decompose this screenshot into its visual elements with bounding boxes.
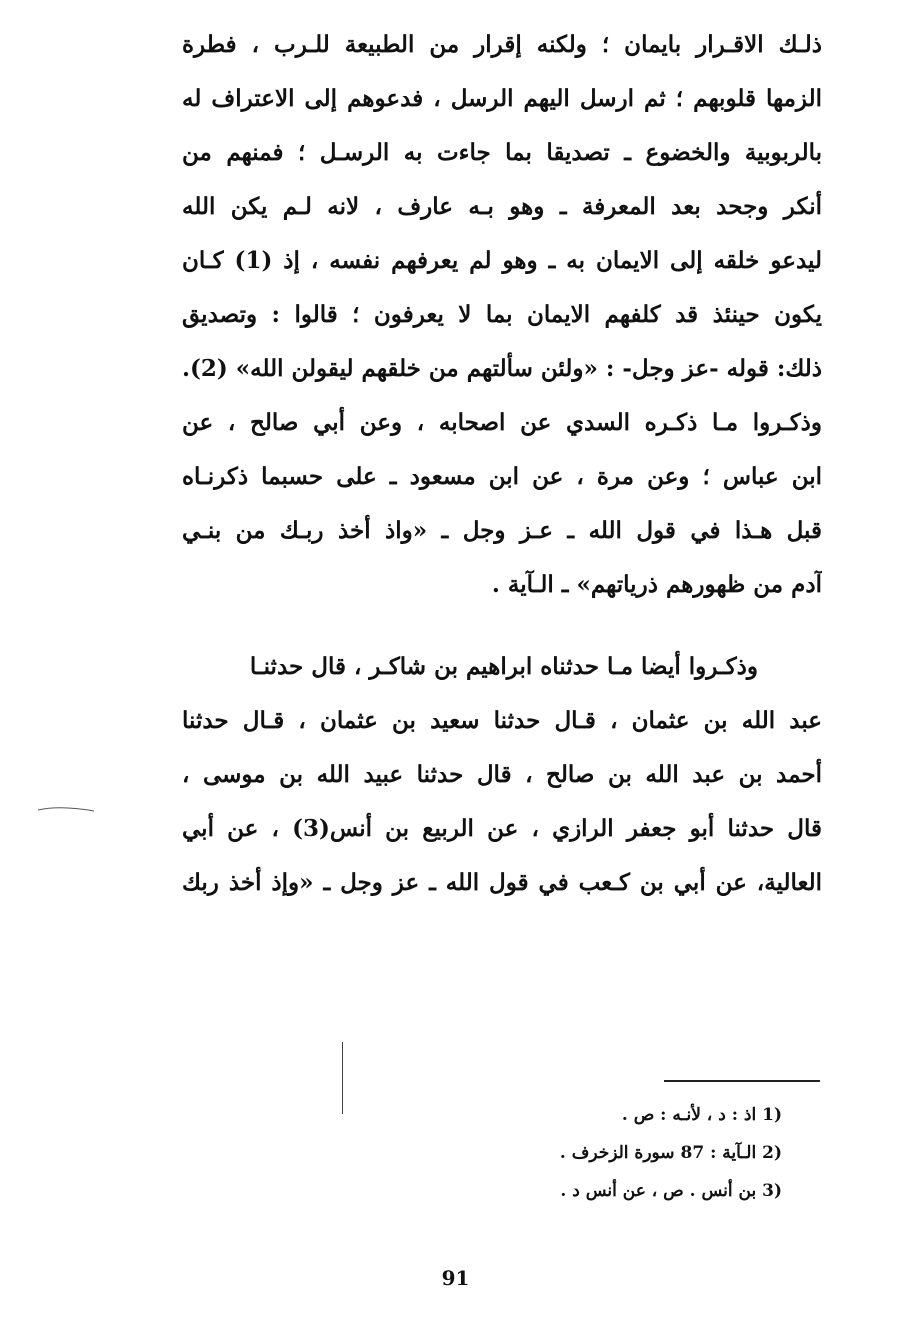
page-number: 91 — [441, 1266, 470, 1290]
text-line: ليدعو خلقه إلى الايمان به ـ وهو لم يعرفهم نفسه ، إذ (1) كـان — [182, 247, 822, 274]
text-line: الزمها قلوبهم ؛ ثم ارسل اليهم الرسل ، فدعوهم إلى الاعتراف له — [182, 85, 822, 112]
text-line: بالربوبية والخضوع ـ تصديقا بما جاءت به الرسـل ؛ فمنهم من — [182, 139, 822, 166]
text-line: وذكـروا مـا ذكـره السدي عن اصحابه ، وعن أبي صالح ، عن — [182, 409, 822, 436]
text-line: قال حدثنا أبو جعفر الرازي ، عن الربيع بن أنس(3) ، عن أبي — [182, 815, 822, 842]
vertical-mark — [342, 1042, 343, 1114]
text-line: أحمد بن عبد الله بن صالح ، قال حدثنا عبيد الله بن موسى ، — [182, 761, 822, 788]
text-line: وذكـروا أيضا مـا حدثناه ابراهيم بن شاكـر ، قال حدثنـا — [249, 653, 758, 680]
text-line: أنكر وجحد بعد المعرفة ـ وهو بـه عارف ، لانه لـم يكن الله — [182, 193, 822, 220]
footnote-item: (1 اذ : د ، لأنـه : ص . — [621, 1105, 782, 1125]
text-line: ذلك: قوله -عز وجل- : «ولئن سألتهم من خلقهم ليقولن الله» (2). — [182, 355, 822, 382]
text-line: ابن عباس ؛ وعن مرة ، عن ابن مسعود ـ على حسبما ذكرنـاه — [182, 463, 822, 490]
text-line: قبل هـذا في قول الله ـ عـز وجل ـ «واذ أخذ ربـك من بنـي — [182, 517, 822, 544]
text-line: عبد الله بن عثمان ، قـال حدثنا سعيد بن عثمان ، قـال حدثنا — [182, 707, 822, 734]
footnotes — [420, 1096, 782, 1210]
footnote-item: (3 بن أنس . ص ، عن أنس د . — [560, 1181, 782, 1201]
paragraph-1 — [182, 18, 822, 612]
paragraph-2 — [182, 640, 822, 910]
footnote-separator — [664, 1080, 820, 1082]
text-line: آدم من ظهورهم ذرياتهم» ـ الـآية . — [491, 571, 822, 598]
text-line: يكون حينئذ قد كلفهم الايمان بما لا يعرفون ؛ قالوا : وتصديق — [182, 301, 822, 328]
text-line: ذلـك الاقـرار بايمان ؛ ولكنه إقرار من الطبيعة للـرب ، فطرة — [182, 31, 822, 58]
footnote-item: (2 الـآية : 87 سورة الزخرف . — [559, 1143, 782, 1163]
text-line: العالية، عن أبي بن كـعب في قول الله ـ عز وجل ـ «وإذ أخذ ربك — [182, 869, 822, 896]
margin-pen-mark — [38, 806, 94, 812]
